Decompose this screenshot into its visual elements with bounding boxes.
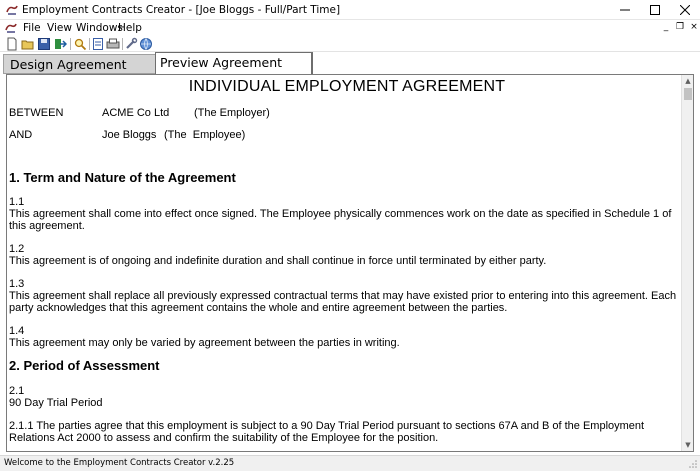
clause-text: 2.1.1 The parties agree that this employment is subject to a 90 Day Trial Period pursuant to sections 67A and B of the Employment Relations Act 2000 to assess and confirm the suitability of the Employee for the position. [9,420,645,444]
section-heading: 1. Term and Nature of the Agreement [9,170,236,185]
clause-number: 2.1 [9,385,25,397]
status-text: Welcome to the Employment Contracts Creator v.2.25 [4,458,235,468]
tab-strip [0,52,700,74]
preview-icon[interactable] [91,37,105,51]
clause-number: 1.1 [9,196,25,208]
close-icon [680,5,690,15]
new-icon[interactable] [5,37,19,51]
party-label: AND [9,129,33,141]
scroll-down-arrow-icon[interactable]: ▼ [685,441,691,449]
close-button[interactable] [670,0,700,20]
scroll-thumb[interactable] [684,88,692,100]
toolbar [0,36,700,52]
clause-text: This agreement is of ongoing and indefinite duration and shall continue in force until terminated by either party. [9,255,547,267]
party-name: Joe Bloggs [102,129,157,141]
clause [9,325,685,349]
party-row-employee [9,129,685,143]
vertical-scrollbar[interactable] [681,75,693,451]
tab-preview-agreement[interactable]: Preview Agreement [155,52,313,74]
party-row-employer [9,107,685,121]
tools-icon[interactable] [124,37,138,51]
mdi-minimize-button[interactable]: _ [663,22,669,32]
mdi-restore-button[interactable]: ❐ [675,22,685,32]
minimize-icon [620,5,630,15]
clause-number: 1.4 [9,325,25,337]
status-bar [0,455,700,471]
window-title: Employment Contracts Creator - [Joe Bloggs - Full/Part Time] [22,4,341,16]
clause [9,196,685,232]
exit-icon[interactable] [53,37,67,51]
toolbar-separator [70,38,71,50]
scroll-up-arrow-icon[interactable]: ▲ [685,77,691,85]
document-title: INDIVIDUAL EMPLOYMENT AGREEMENT [188,78,506,95]
agreement-preview [6,74,694,452]
clause-text: This agreement may only be varied by agreement between the parties in writing. [9,337,400,349]
menu-file[interactable]: File [23,22,41,34]
clause [9,243,685,267]
section-heading: 2. Period of Assessment [9,358,160,373]
clause-number: 1.3 [9,278,25,290]
clause [9,385,685,409]
party-role: (The Employee) [164,129,246,141]
party-role: (The Employer) [194,107,270,119]
party-label: BETWEEN [9,107,64,119]
open-icon[interactable] [21,37,35,51]
toolbar-separator [122,38,123,50]
clause-text: This agreement shall replace all previously expressed contractual terms that may have existed prior to entering into this agreement. Each party acknowledges that this agreement contains the whole and entire agreement between the parties. [9,290,677,314]
minimize-button[interactable] [610,0,640,20]
clause [9,278,685,314]
menu-help[interactable]: Help [118,22,142,34]
find-icon[interactable] [73,37,87,51]
app-logo-icon [5,4,19,16]
document-system-icon[interactable] [4,22,18,34]
menu-windows[interactable]: Windows [76,22,123,34]
menu-bar [0,20,700,36]
clause-text: This agreement shall come into effect once signed. The Employee physically commences work on the date as specified in Schedule 1 of this agreement. [9,208,672,232]
mdi-close-button[interactable]: × [690,22,698,32]
tab-design-agreement[interactable]: Design Agreement [3,54,155,74]
print-icon[interactable] [106,37,120,51]
clause-text: 90 Day Trial Period [9,397,103,409]
maximize-icon [650,5,660,15]
document-body [9,75,685,444]
menu-view[interactable]: View [47,22,72,34]
clause [9,420,685,444]
title-bar [0,0,700,20]
web-icon[interactable] [139,37,153,51]
toolbar-separator [89,38,90,50]
maximize-button[interactable] [640,0,670,20]
clause-number: 1.2 [9,243,25,255]
party-name: ACME Co Ltd [102,107,170,119]
save-icon[interactable] [37,37,51,51]
resize-grip-icon[interactable] [688,459,698,469]
